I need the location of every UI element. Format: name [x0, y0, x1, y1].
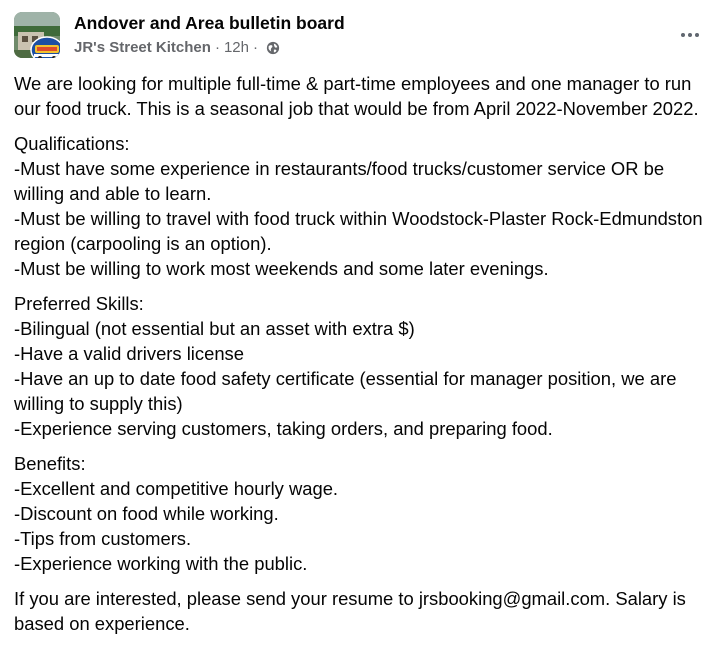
- post-closing: If you are interested, please send your resume to jrsbooking@gmail.com. Salary is based on experience.: [14, 588, 686, 634]
- food-truck-logo-icon: [30, 36, 60, 58]
- qualifications-section: [14, 131, 714, 281]
- benefits-heading: Benefits:: [14, 453, 86, 474]
- more-options-icon-dot: [695, 33, 699, 37]
- page-badge-logo[interactable]: [30, 36, 60, 58]
- post-header: [14, 12, 714, 62]
- benefit-item: -Tips from customers.: [14, 528, 192, 549]
- author-name-link[interactable]: JR's Street Kitchen: [74, 39, 211, 56]
- preferred-skills-section: [14, 291, 714, 441]
- preferred-skills-heading: Preferred Skills:: [14, 293, 144, 314]
- group-avatar[interactable]: [14, 12, 60, 58]
- qualification-item: -Must have some experience in restaurants/food trucks/customer service OR be willing and able to learn.: [14, 158, 665, 204]
- qualifications-heading: Qualifications:: [14, 133, 130, 154]
- more-options-button[interactable]: [676, 25, 704, 45]
- more-options-icon-dot: [688, 33, 692, 37]
- more-options-icon: [681, 33, 685, 37]
- post-timestamp[interactable]: 12h: [223, 39, 249, 56]
- qualification-item: -Must be willing to travel with food truck within Woodstock-Plaster Rock-Edmundston region (carpooling is an option).: [14, 208, 703, 254]
- preferred-skill-item: -Have an up to date food safety certificate (essential for manager position, we are willing to supply this): [14, 368, 677, 414]
- post-intro: We are looking for multiple full-time & part-time employees and one manager to run our food truck. This is a seasonal job that would be from April 2022-November 2022.: [14, 73, 699, 119]
- meta-separator: ·: [214, 39, 220, 56]
- group-name-link[interactable]: Andover and Area bulletin board: [74, 13, 345, 33]
- preferred-skill-item: -Have a valid drivers license: [14, 343, 244, 364]
- benefits-section: [14, 451, 714, 576]
- post-body: [14, 71, 714, 646]
- benefit-item: -Experience working with the public.: [14, 553, 308, 574]
- qualification-item: -Must be willing to work most weekends and some later evenings.: [14, 258, 549, 279]
- benefit-item: -Excellent and competitive hourly wage.: [14, 478, 339, 499]
- meta-separator-2: ·: [252, 39, 258, 56]
- benefit-item: -Discount on food while working.: [14, 503, 279, 524]
- post-meta: [74, 39, 280, 56]
- preferred-skill-item: -Bilingual (not essential but an asset with extra $): [14, 318, 415, 339]
- preferred-skill-item: -Experience serving customers, taking orders, and preparing food.: [14, 418, 553, 439]
- globe-icon[interactable]: [266, 41, 280, 55]
